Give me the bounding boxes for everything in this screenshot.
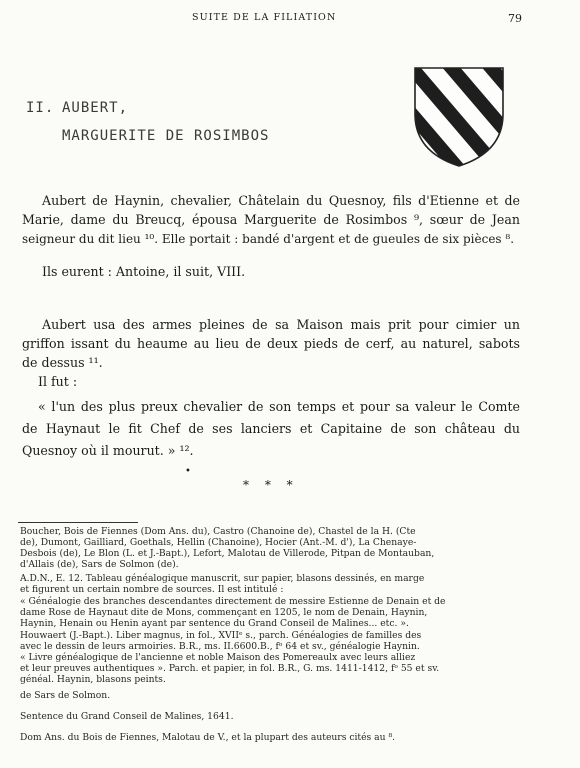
footnote-rule <box>18 522 138 523</box>
paragraph-line: Ils eurent : Antoine, il suit, VIII. <box>42 264 246 279</box>
coat-of-arms-shield-icon <box>413 66 505 168</box>
footnote-line: Sentence du Grand Conseil de Malines, 1641. <box>20 711 234 722</box>
paragraph-line: Aubert usa des armes pleines de sa Maison mais prit pour cimier un <box>42 317 520 332</box>
section-title-line1: AUBERT, <box>62 100 129 116</box>
running-title: SUITE DE LA FILIATION <box>192 12 337 23</box>
page-number: 79 <box>508 12 522 25</box>
ink-dot: • <box>185 466 191 477</box>
footnote-line: Haynin, Henain ou Henin ayant par sentence du Grand Conseil de Malines... etc. ». <box>20 618 409 629</box>
footnote-line: avec le dessin de leurs armoiries. B.R., ms. II.6600.B., fᵒ 64 et sv., généalogie Haynin. <box>20 641 420 652</box>
footnote-line: « Généalogie des branches descendantes directement de messire Estienne de Denain et de <box>20 596 446 607</box>
quote-line: « l'un des plus preux chevalier de son temps et pour sa valeur le Comte <box>38 399 520 414</box>
section-title-line2: MARGUERITE DE ROSIMBOS <box>62 128 270 144</box>
footnote-line: de Sars de Solmon. <box>20 690 111 701</box>
footnote-line: « Livre généalogique de l'ancienne et noble Maison des Pomereaulx avec leurs alliez <box>20 652 416 663</box>
footnote-line: Dom Ans. du Bois de Fiennes, Malotau de V., et la plupart des auteurs cités au ⁸. <box>20 732 396 743</box>
section-separator: * * * <box>243 478 299 492</box>
footnote-line: et leur preuves authentiques ». Parch. et papier, in fol. B.R., G. ms. 1411-1412, fᵒ 55 et sv. <box>20 663 440 674</box>
footnote-line: Houwaert (J.-Bapt.). Liber magnus, in fol., XVIIᵉ s., parch. Généalogies de familles des <box>20 630 422 641</box>
footnote-line: Desbois (de), Le Blon (L. et J.-Bapt.), Lefort, Malotau de Villerode, Pitpan de Montauban, <box>20 548 435 559</box>
section-number: II. <box>26 100 55 116</box>
paragraph-line: Aubert de Haynin, chevalier, Châtelain du Quesnoy, fils d'Etienne et de <box>42 193 520 208</box>
paragraph-line: de dessus ¹¹. <box>22 355 103 370</box>
footnote-line: de), Dumont, Gailliard, Goethals, Hellin (Chanoine), Hocier (Ant.-M. d'), La Chenaye- <box>20 537 417 548</box>
footnote-line: Boucher, Bois de Fiennes (Dom Ans. du), Castro (Chanoine de), Chastel de la H. (Cte <box>20 526 416 537</box>
paragraph-line: griffon issant du heaume au lieu de deux pieds de cerf, au naturel, sabots <box>22 336 520 351</box>
footnote-line: d'Allais (de), Sars de Solmon (de). <box>20 559 179 570</box>
quote-line: de Haynaut le fit Chef de ses lanciers et Capitaine de son château du <box>22 421 520 436</box>
footnote-line: généal. Haynin, blasons peints. <box>20 674 166 685</box>
quote-line: Quesnoy où il mourut. » ¹². <box>22 443 194 458</box>
paragraph-line: seigneur du dit lieu ¹⁰. Elle portait : bandé d'argent et de gueules de six pièces ⁸. <box>22 232 515 246</box>
footnote-line: dame Rose de Haynaut dite de Mons, commençant en 1205, le nom de Denain, Haynin, <box>20 607 428 618</box>
paragraph-line: Marie, dame du Breucq, épousa Marguerite de Rosimbos ⁹, sœur de Jean <box>22 212 520 227</box>
paragraph-line: Il fut : <box>38 374 78 389</box>
footnote-line: A.D.N., E. 12. Tableau généalogique manuscrit, sur papier, blasons dessinés, en marge <box>20 573 425 584</box>
footnote-line: et figurent un certain nombre de sources. Il est intitulé : <box>20 584 284 595</box>
